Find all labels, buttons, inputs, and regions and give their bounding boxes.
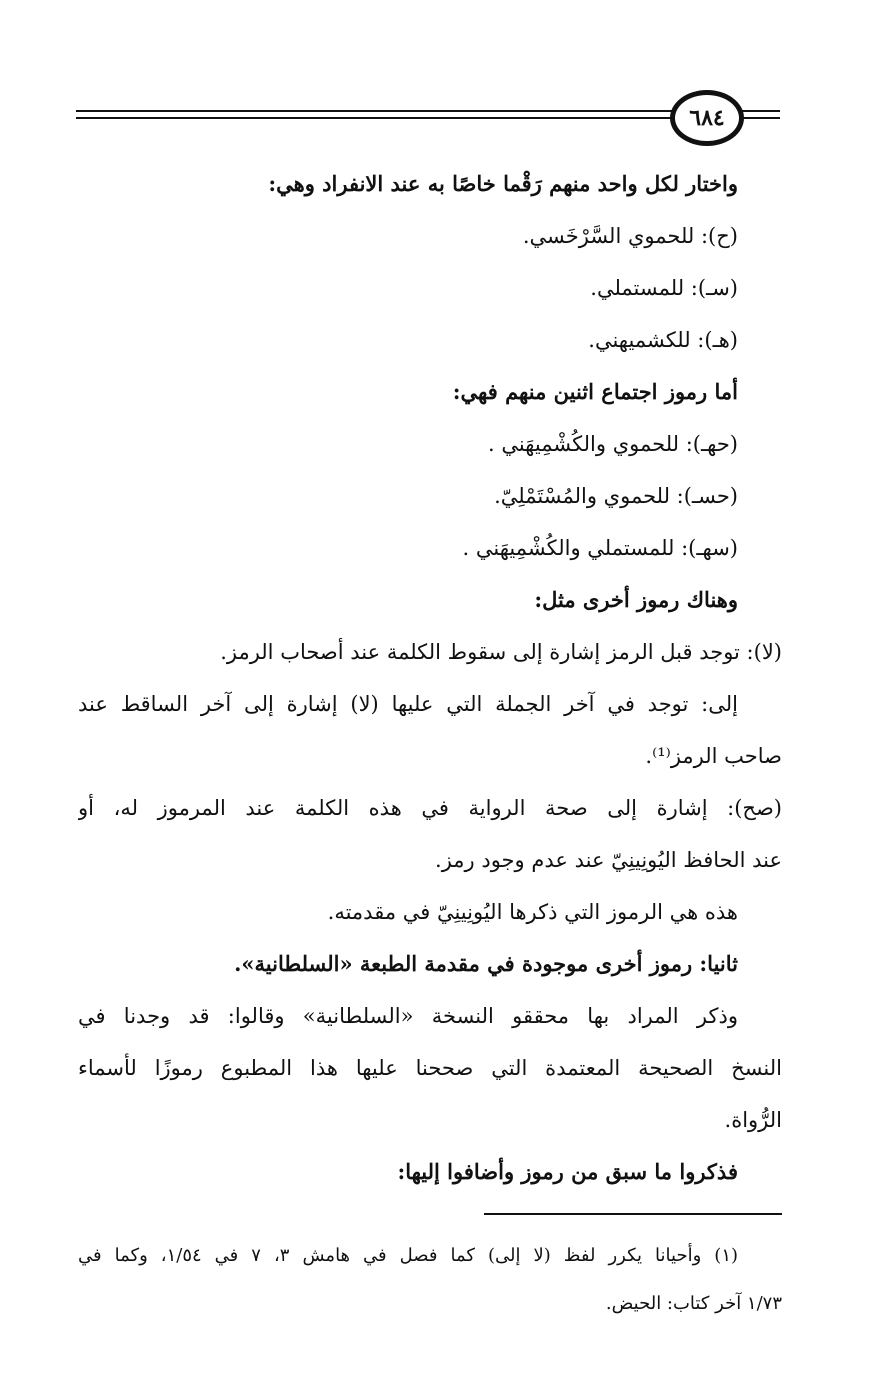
text-line: النسخ الصحيحة المعتمدة التي صححنا عليها هذا المطبوع رموزًا لأسماء (78, 1056, 782, 1080)
text-line: صاحب الرمز⁽¹⁾. (645, 744, 782, 768)
text-line: وهناك رموز أخرى مثل: (534, 587, 738, 612)
text-line: (سـ): للمستملي. (590, 276, 738, 300)
text-line: أما رموز اجتماع اثنين منهم فهي: (452, 379, 738, 404)
main-text (78, 158, 782, 1198)
text-line: (هـ): للكشميهني. (588, 328, 738, 352)
text-line: (لا): توجد قبل الرمز إشارة إلى سقوط الكلمة عند أصحاب الرمز. (220, 640, 782, 664)
text-line: (حسـ): للحموي والمُسْتَمْلِيّ. (494, 484, 738, 508)
page-number: ٦٨٤ (670, 90, 744, 146)
text-line: ثانيا: رموز أخرى موجودة في مقدمة الطبعة «السلطانية». (234, 951, 738, 976)
text-line: الرُّواة. (724, 1108, 782, 1132)
text-line: فذكروا ما سبق من رموز وأضافوا إليها: (397, 1159, 738, 1184)
page-header (76, 90, 780, 140)
text-line: وذكر المراد بها محققو النسخة «السلطانية» وقالوا: قد وجدنا في (78, 1004, 738, 1028)
footnote-line: (١) وأحيانا يكرر لفظ (لا إلى) كما فصل في هامش ٣، ٧ في ١/٥٤، وكما في (78, 1245, 739, 1266)
text-line: (ح): للحموي السَّرْخَسي. (522, 224, 738, 248)
text-line: واختار لكل واحد منهم رَقْما خاصًا به عند الانفراد وهي: (268, 171, 738, 196)
text-line: (حهـ): للحموي والكُشْمِيهَني . (487, 432, 738, 456)
header-rule (76, 110, 672, 112)
text-line: عند الحافظ اليُونِينِيّ عند عدم وجود رمز. (435, 848, 782, 872)
text-line: (سهـ): للمستملي والكُشْمِيهَني . (462, 536, 738, 560)
footnotes (78, 1232, 782, 1328)
text-line: (صح): إشارة إلى صحة الرواية في هذه الكلمة عند المرموز له، أو (78, 796, 782, 820)
footnote-line: ١/٧٣ آخر كتاب: الحيض. (605, 1293, 782, 1314)
header-rule (742, 117, 780, 119)
footnote-separator (484, 1213, 782, 1215)
header-rule (742, 110, 780, 112)
text-line: إلى: توجد في آخر الجملة التي عليها (لا) إشارة إلى آخر الساقط عند (78, 692, 738, 716)
header-rule (76, 117, 672, 119)
text-line: هذه هي الرموز التي ذكرها اليُونِينِيّ في مقدمته. (327, 900, 738, 924)
